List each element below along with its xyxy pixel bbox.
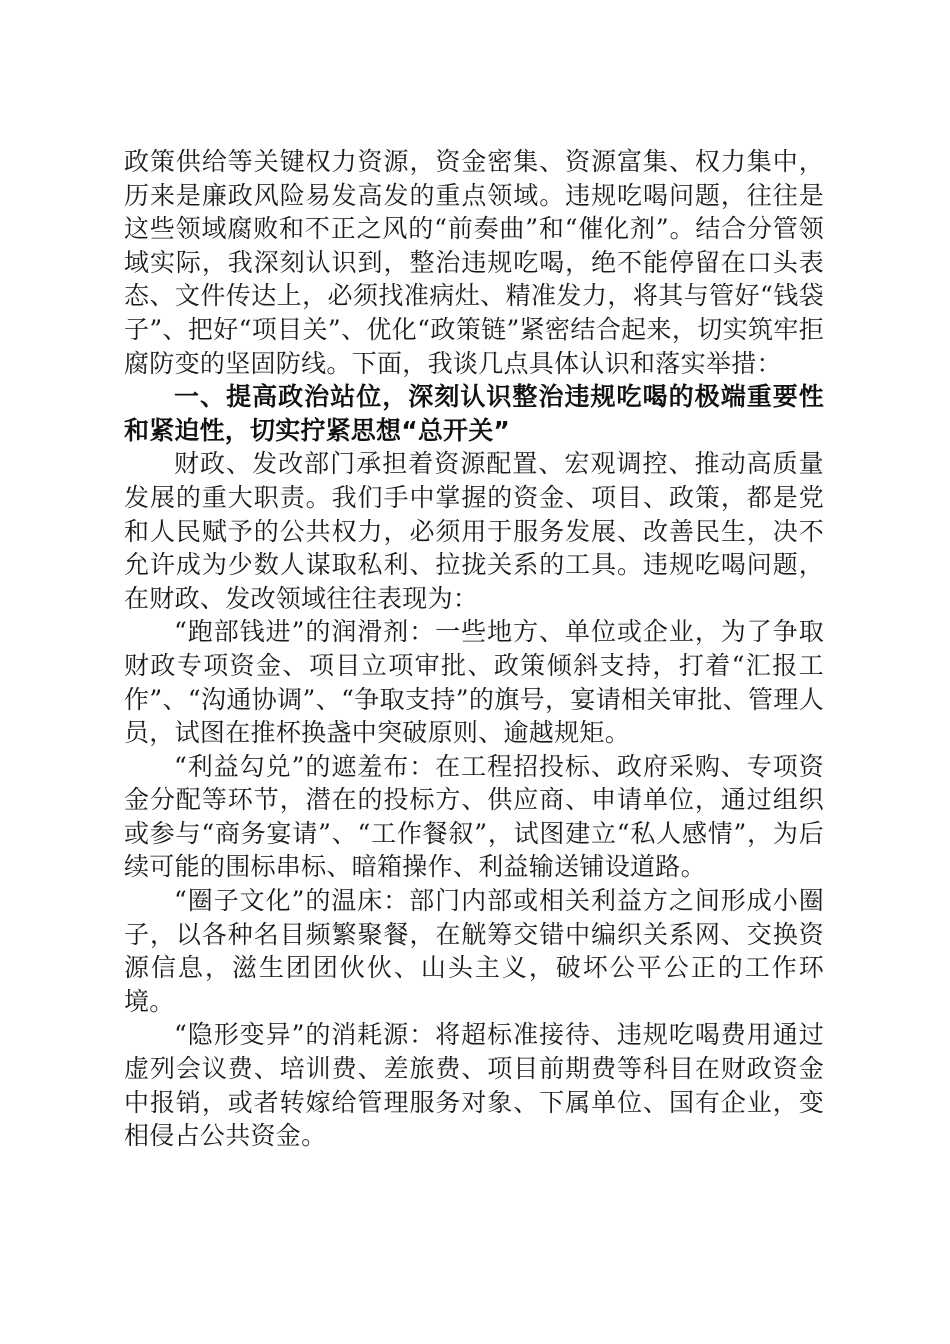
body-paragraph: “跑部钱进”的润滑剂：一些地方、单位或企业，为了争取财政专项资金、项目立项审批、政策倾斜支持，打着“汇报工作”、“沟通协调”、“争取支持”的旗号，宴请相关审批、管理人员，试图在推杯换盏中突破原则、逾越规矩。 xyxy=(124,617,824,748)
body-paragraph: “利益勾兑”的遮羞布：在工程招投标、政府采购、专项资金分配等环节，潜在的投标方、供应商、申请单位，通过组织或参与“商务宴请”、“工作餐叙”，试图建立“私人感情”，为后续可能的围标串标、暗箱操作、利益输送铺设道路。 xyxy=(124,751,824,882)
body-paragraph: 财政、发改部门承担着资源配置、宏观调控、推动高质量发展的重大职责。我们手中掌握的资金、项目、政策，都是党和人民赋予的公共权力，必须用于服务发展、改善民生，决不允许成为少数人谋取私利、拉拢关系的工具。违规吃喝问题，在财政、发改领域往往表现为： xyxy=(124,449,824,613)
body-paragraph: “圈子文化”的温床：部门内部或相关利益方之间形成小圈子，以各种名目频繁聚餐，在觥筹交错中编织关系网、交换资源信息，滋生团团伙伙、山头主义，破坏公平公正的工作环境。 xyxy=(124,886,824,1016)
section-heading-1: 一、提高政治站位，深刻认识整治违规吃喝的极端重要性和紧迫性，切实拧紧思想“总开关” xyxy=(124,382,824,445)
intro-paragraph: 政策供给等关键权力资源，资金密集、资源富集、权力集中，历来是廉政风险易发高发的重点领域。违规吃喝问题，往往是这些领域腐败和不正之风的“前奏曲”和“催化剂”。结合分管领域实际，我深刻认识到，整治违规吃喝，绝不能停留在口头表态、文件传达上，必须找准病灶、精准发力，将其与管好“钱袋子”、把好“项目关”、优化“政策链”紧密结合起来，切实筑牢拒腐防变的坚固防线。下面，我谈几点具体认识和落实举措： xyxy=(124,147,824,378)
body-paragraph: “隐形变异”的消耗源：将超标准接待、违规吃喝费用通过虚列会议费、培训费、差旅费、项目前期费等科目在财政资金中报销，或者转嫁给管理服务对象、下属单位、国有企业，变相侵占公共资金。 xyxy=(124,1020,824,1151)
document-body xyxy=(124,145,824,1153)
